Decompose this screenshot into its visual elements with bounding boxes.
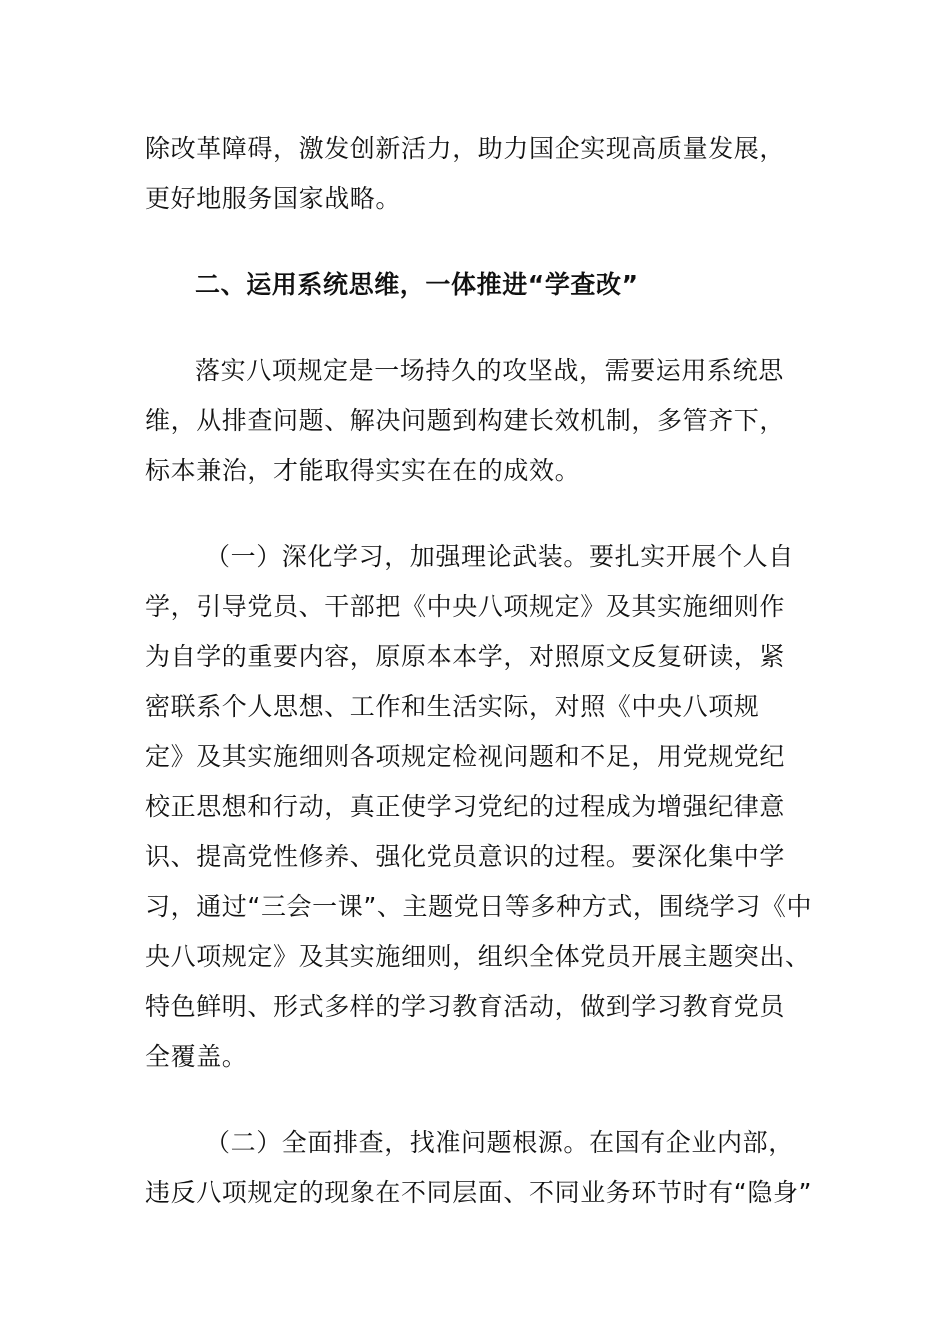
text-line: 央八项规定》及其实施细则，组织全体党员开展主题突出、	[145, 942, 811, 971]
text-line: 全覆盖。	[145, 1042, 248, 1071]
text-line: 为自学的重要内容，原原本本学，对照原文反复研读，紧	[145, 642, 786, 671]
document-page	[145, 124, 813, 1218]
paragraph-gap	[145, 496, 805, 532]
paragraph-gap	[145, 310, 805, 346]
text-line: 识、提高党性修养、强化党员意识的过程。要深化集中学	[145, 842, 786, 871]
paragraph-continuation	[145, 124, 805, 224]
paragraph-study	[145, 532, 813, 1082]
paragraph-gap	[145, 1082, 805, 1118]
text-line: 标本兼治，才能取得实实在在的成效。	[145, 456, 581, 485]
text-line: 校正思想和行动，真正使学习党纪的过程成为增强纪律意	[145, 792, 786, 821]
text-line: 定》及其实施细则各项规定检视问题和不足，用党规党纪	[145, 742, 786, 771]
paragraph-intro	[145, 346, 805, 496]
text-line: 习，通过“三会一课”、主题党日等多种方式，围绕学习《中	[145, 892, 813, 921]
text-line: 违反八项规定的现象在不同层面、不同业务环节时有“隐身”	[145, 1178, 813, 1207]
text-line: （二）全面排查，找准问题根源。在国有企业内部，	[205, 1128, 794, 1157]
text-line: 密联系个人思想、工作和生活实际，对照《中央八项规	[145, 692, 760, 721]
paragraph-gap	[145, 224, 805, 260]
text-line: 维，从排查问题、解决问题到构建长效机制，多管齐下，	[145, 406, 786, 435]
paragraph-inspection	[145, 1118, 813, 1218]
text-line: （一）深化学习，加强理论武装。要扎实开展个人自	[205, 542, 794, 571]
section-heading: 二、运用系统思维，一体推进“学查改”	[195, 270, 639, 299]
text-line: 更好地服务国家战略。	[145, 184, 402, 213]
text-line: 学，引导党员、干部把《中央八项规定》及其实施细则作	[145, 592, 786, 621]
text-line: 落实八项规定是一场持久的攻坚战，需要运用系统思	[195, 356, 784, 385]
text-line: 除改革障碍，激发创新活力，助力国企实现高质量发展，	[145, 134, 786, 163]
text-line: 特色鲜明、形式多样的学习教育活动，做到学习教育党员	[145, 992, 786, 1021]
